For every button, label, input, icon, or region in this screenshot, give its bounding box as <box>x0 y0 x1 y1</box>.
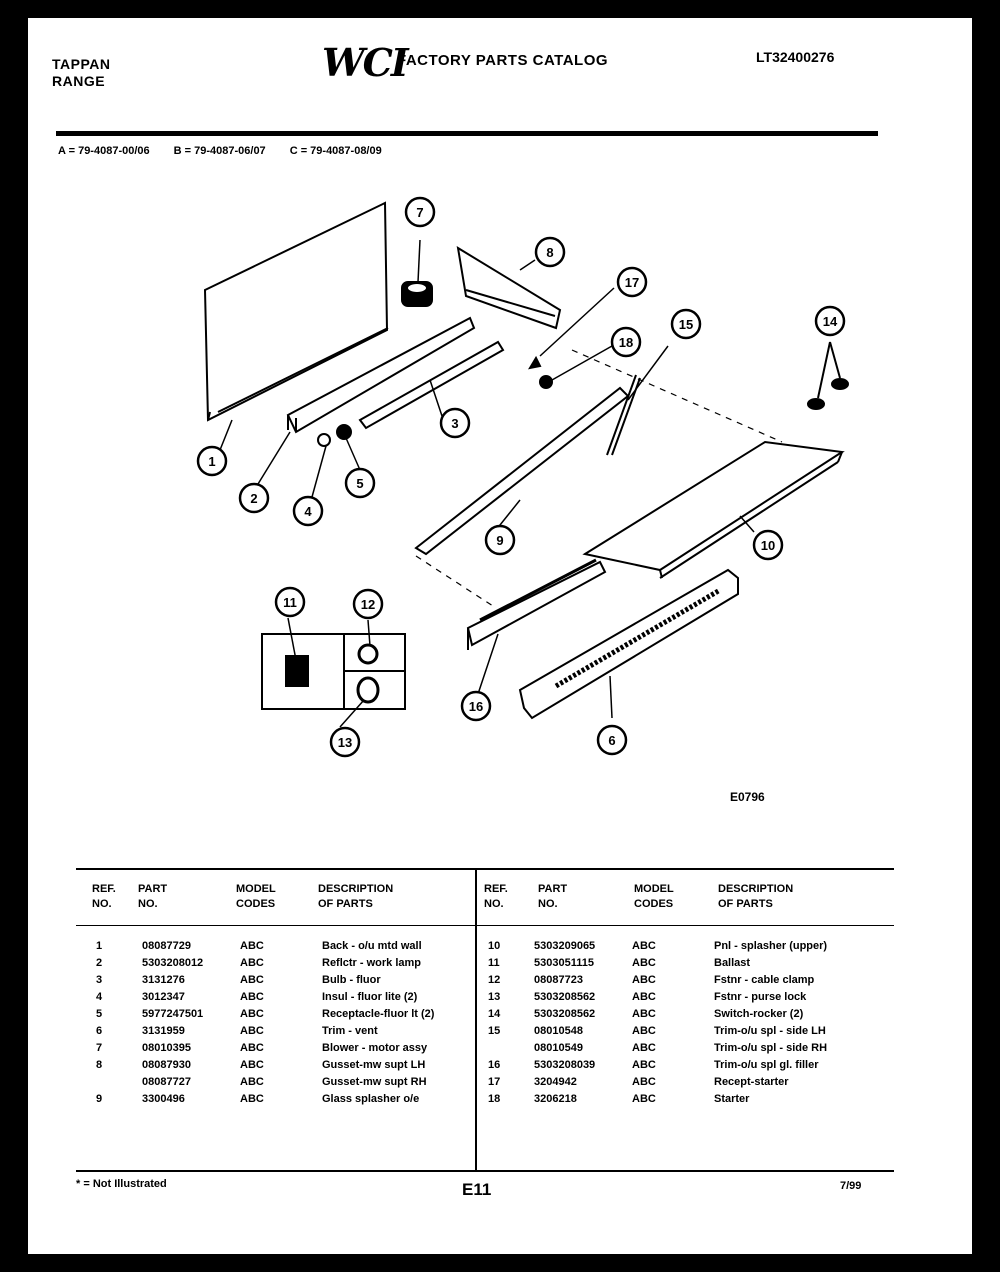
cell-model: ABC <box>632 1008 656 1020</box>
cell-ref: 13 <box>488 991 501 1003</box>
part-starter-socket <box>530 358 552 388</box>
callout-9 <box>486 526 514 554</box>
cell-desc: Pnl - splasher (upper) <box>714 940 828 952</box>
callout-12 <box>354 590 382 618</box>
header-model-left: MODEL CODES <box>236 883 276 910</box>
table-row <box>96 1040 476 1057</box>
cell-model: ABC <box>632 1093 656 1105</box>
svg-text:2: 2 <box>250 491 258 506</box>
cell-part: 3204942 <box>534 1076 577 1088</box>
cell-desc: Starter <box>714 1093 750 1105</box>
cell-part: 08010548 <box>534 1025 583 1037</box>
cell-desc: Trim - vent <box>322 1025 378 1037</box>
table-row <box>96 1006 476 1023</box>
table-row <box>488 955 868 972</box>
cell-ref: 8 <box>96 1059 103 1071</box>
not-illustrated-note: * = Not Illustrated <box>76 1178 167 1190</box>
callout-18 <box>612 328 640 356</box>
cell-ref: 3 <box>96 974 103 986</box>
cell-desc: Fstnr - purse lock <box>714 991 807 1003</box>
cell-part: 08087727 <box>142 1076 191 1088</box>
cell-ref: 2 <box>96 957 103 969</box>
callout-8 <box>536 238 564 266</box>
cell-desc: Gusset-mw supt RH <box>322 1076 427 1088</box>
cell-part: 5303208012 <box>142 957 204 969</box>
callout-6 <box>598 726 626 754</box>
variant-a: A = 79-4087-00/06 <box>58 145 150 157</box>
revision-date: 7/99 <box>840 1180 862 1192</box>
cell-model: ABC <box>240 1025 264 1037</box>
wci-logo: WCI <box>322 40 407 85</box>
svg-text:1: 1 <box>208 454 216 469</box>
cell-model: ABC <box>632 1042 656 1054</box>
callout-3 <box>441 409 469 437</box>
table-row <box>96 1074 476 1091</box>
svg-text:14: 14 <box>822 314 838 329</box>
cell-model: ABC <box>240 991 264 1003</box>
cell-model: ABC <box>240 1059 264 1071</box>
cell-part: 5303209065 <box>534 940 596 952</box>
cell-desc: Insul - fluor lite (2) <box>322 991 418 1003</box>
table-row <box>96 989 476 1006</box>
cell-model: ABC <box>632 1059 656 1071</box>
cell-desc: Back - o/u mtd wall <box>322 940 422 952</box>
cell-ref: 6 <box>96 1025 103 1037</box>
cell-model: ABC <box>240 1042 264 1054</box>
table-top-rule <box>76 868 894 870</box>
variant-c: C = 79-4087-08/09 <box>289 145 382 157</box>
table-row <box>96 955 476 972</box>
cell-model: ABC <box>240 1076 264 1088</box>
callout-16-upper <box>462 692 490 720</box>
product-type: RANGE <box>52 73 106 89</box>
header-ref-left: REF. NO. <box>92 883 116 910</box>
part-blower <box>402 282 432 306</box>
cell-ref: 7 <box>96 1042 103 1054</box>
cell-desc: Receptacle-fluor lt (2) <box>322 1008 435 1020</box>
svg-text:11: 11 <box>283 595 297 610</box>
page-code: E11 <box>462 1180 492 1199</box>
table-row <box>488 989 868 1006</box>
callout-17 <box>618 268 646 296</box>
cell-desc: Ballast <box>714 957 751 969</box>
cell-ref: 17 <box>488 1076 501 1088</box>
figure-code: E0796 <box>730 790 765 804</box>
cell-desc: Fstnr - cable clamp <box>714 974 815 986</box>
table-row <box>488 1040 868 1057</box>
cell-model: ABC <box>240 974 264 986</box>
table-row <box>96 1091 476 1108</box>
cell-part: 3206218 <box>534 1093 577 1105</box>
callout-5 <box>346 469 374 497</box>
cell-part: 3131959 <box>142 1025 185 1037</box>
svg-text:10: 10 <box>760 538 776 553</box>
inset-box <box>262 634 405 709</box>
callout-1 <box>198 447 226 475</box>
header-desc-right: DESCRIPTION OF PARTS <box>718 883 794 910</box>
cell-desc: Bulb - fluor <box>322 974 381 986</box>
cell-model: ABC <box>240 1008 264 1020</box>
header-desc-left: DESCRIPTION OF PARTS <box>318 883 394 910</box>
cell-desc: Switch-rocker (2) <box>714 1008 804 1020</box>
svg-text:9: 9 <box>496 533 504 548</box>
table-row <box>488 1057 868 1074</box>
brand-name: TAPPAN <box>52 56 111 72</box>
cell-part: 5303208039 <box>534 1059 596 1071</box>
svg-text:4: 4 <box>304 504 312 519</box>
svg-text:8: 8 <box>546 245 554 260</box>
cell-part: 3131276 <box>142 974 185 986</box>
cell-part: 3300496 <box>142 1093 185 1105</box>
table-bottom-rule <box>76 1170 894 1172</box>
cell-model: ABC <box>240 957 264 969</box>
cell-model: ABC <box>632 940 656 952</box>
part-back-panel <box>205 203 388 420</box>
cell-part: 3012347 <box>142 991 185 1003</box>
table-row <box>488 1006 868 1023</box>
svg-text:5: 5 <box>356 476 364 491</box>
callout-10 <box>754 531 782 559</box>
cell-desc: Recept-starter <box>714 1076 789 1088</box>
table-row <box>96 1023 476 1040</box>
svg-text:17: 17 <box>624 275 640 290</box>
svg-text:16: 16 <box>468 699 484 714</box>
cell-part: 08010549 <box>534 1042 583 1054</box>
svg-text:15: 15 <box>678 317 694 332</box>
cell-model: ABC <box>240 1093 264 1105</box>
table-row <box>488 938 868 955</box>
cell-part: 08010395 <box>142 1042 191 1054</box>
cell-desc: Trim-o/u spl - side RH <box>714 1042 828 1054</box>
cell-desc: Blower - motor assy <box>322 1042 428 1054</box>
variant-b: B = 79-4087-06/07 <box>173 145 266 157</box>
cell-ref: 11 <box>488 957 500 969</box>
cell-ref: 10 <box>488 940 501 952</box>
cell-part: 5303051115 <box>534 957 594 969</box>
cell-part: 5303208562 <box>534 1008 596 1020</box>
cell-model: ABC <box>240 940 264 952</box>
svg-text:6: 6 <box>608 733 616 748</box>
cell-model: ABC <box>632 1076 656 1088</box>
table-row <box>488 1074 868 1091</box>
callout-14 <box>816 307 844 335</box>
cell-model: ABC <box>632 991 656 1003</box>
callout-11 <box>276 588 304 616</box>
cell-desc: Glass splasher o/e <box>322 1093 420 1105</box>
callout-4 <box>294 497 322 525</box>
svg-text:7: 7 <box>416 205 424 220</box>
callout-2 <box>240 484 268 512</box>
header-model-right: MODEL CODES <box>634 883 674 910</box>
svg-text:18: 18 <box>618 335 634 350</box>
cell-desc: Reflctr - work lamp <box>322 957 422 969</box>
table-row <box>488 1091 868 1108</box>
table-row <box>488 972 868 989</box>
table-row <box>488 1023 868 1040</box>
part-filler-trim <box>468 560 605 650</box>
cell-ref: 15 <box>488 1025 501 1037</box>
cell-model: ABC <box>632 1025 656 1037</box>
cell-desc: Trim-o/u spl - side LH <box>714 1025 826 1037</box>
cell-ref: 1 <box>96 940 103 952</box>
part-receptacle <box>337 425 351 439</box>
table-header-rule <box>76 925 894 926</box>
cell-ref: 12 <box>488 974 501 986</box>
svg-text:12: 12 <box>360 597 376 612</box>
table-row <box>96 938 476 955</box>
header-ref-right: REF. NO. <box>484 883 508 910</box>
part-insulator <box>318 434 330 446</box>
callout-13 <box>331 728 359 756</box>
cell-part: 08087723 <box>534 974 583 986</box>
svg-text:13: 13 <box>337 735 353 750</box>
header-part-right: PART NO. <box>538 883 568 910</box>
part-rocker-switches <box>808 342 848 409</box>
table-row <box>96 1057 476 1074</box>
cell-part: 5977247501 <box>142 1008 204 1020</box>
svg-text:3: 3 <box>451 416 459 431</box>
cell-part: 08087930 <box>142 1059 191 1071</box>
model-number: LT32400276 <box>756 49 835 65</box>
cell-model: ABC <box>632 957 656 969</box>
cell-ref: 4 <box>96 991 103 1003</box>
part-splasher-panel <box>585 442 842 578</box>
cell-part: 5303208562 <box>534 991 596 1003</box>
cell-ref: 18 <box>488 1093 501 1105</box>
cell-desc: Trim-o/u spl gl. filler <box>714 1059 819 1071</box>
cell-ref: 14 <box>488 1008 501 1020</box>
header-part-left: PART NO. <box>138 883 168 910</box>
cell-ref: 9 <box>96 1093 103 1105</box>
cell-model: ABC <box>632 974 656 986</box>
cell-part: 08087729 <box>142 940 191 952</box>
callout-15 <box>672 310 700 338</box>
callout-7 <box>406 198 434 226</box>
cell-ref: 16 <box>488 1059 501 1071</box>
cell-ref: 5 <box>96 1008 103 1020</box>
table-row <box>96 972 476 989</box>
cell-desc: Gusset-mw supt LH <box>322 1059 426 1071</box>
catalog-title: FACTORY PARTS CATALOG <box>397 52 609 69</box>
part-side-trim <box>607 375 640 455</box>
